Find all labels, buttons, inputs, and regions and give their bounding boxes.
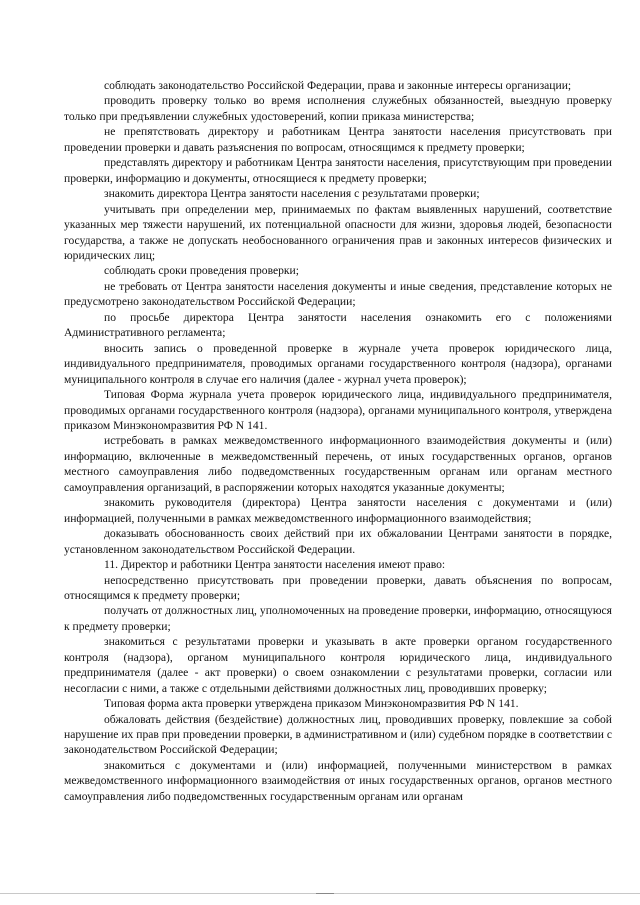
footer-mark — [316, 893, 334, 894]
paragraph: Типовая Форма журнала учета проверок юридического лица, индивидуального предпринимателя, проводимых органами государственного контроля (надзора), органами муниципального контроля, утверждена приказом Минэкономразвития РФ N 141. — [64, 388, 612, 432]
paragraph: доказывать обоснованность своих действий при их обжаловании Центрами занятости в порядке, установленном законодательством Российской Федерации. — [64, 527, 612, 556]
paragraph: знакомить директора Центра занятости населения с результатами проверки; — [104, 187, 480, 201]
paragraph: обжаловать действия (бездействие) должностных лиц, проводивших проверку, повлекшие за собой нарушение их прав при проведении проверки, в административном и (или) судебном порядке в соответствии с законодательством Российской Федерации; — [64, 712, 612, 757]
paragraph: знакомить руководителя (директора) Центра занятости населения с документами и (или) информацией, полученными в рамках межведомственного информационного взаимодействия; — [64, 496, 612, 525]
paragraph: по просьбе директора Центра занятости населения ознакомить его с положениями Административного регламента; — [64, 310, 612, 340]
paragraph: знакомиться с результатами проверки и указывать в акте проверки органом государственного контроля (надзора), органом муниципального контроля юридического лица, индивидуального предпринимателя (далее - акт проверки) о своем ознакомлении с результатами проверки, согласии или несогласии с ними, а также с отдельными действиями должностных лиц, проводивших проверку; — [64, 635, 612, 695]
paragraph: соблюдать сроки проведения проверки; — [104, 264, 299, 278]
paragraph: учитывать при определении мер, принимаемых по фактам выявленных нарушений, соответствие указанных мер тяжести нарушений, их потенциальной опасности для жизни, здоровья людей, безопасности государства, а также не допускать необоснованного ограничения прав и законных интересов физических и юридических лиц; — [64, 202, 612, 262]
paragraph: знакомиться с документами и (или) информацией, полученными министерством в рамках межведомственного информационного взаимодействия от иных государственных органов, органов местного самоуправления либо подведомственных государственным органам или органам — [64, 758, 612, 803]
paragraph: непосредственно присутствовать при проведении проверки, давать объяснения по вопросам, относящимся к предмету проверки; — [64, 573, 612, 602]
paragraph: получать от должностных лиц, уполномоченных на проведение проверки, информацию, относящуюся к предмету проверки; — [64, 604, 612, 633]
section-heading: 11. Директор и работники Центра занятости населения имеют право: — [104, 558, 446, 572]
paragraph: истребовать в рамках межведомственного информационного взаимодействия документы и (или) информацию, включенные в межведомственный перечень, от иных государственных органов, органов местного самоуправления либо подведомственных государственным органам или органам местного самоуправления организаций, в распоряжении которых находятся указанные документы; — [64, 434, 612, 494]
paragraph: проводить проверку только во время исполнения служебных обязанностей, выездную проверку только при предъявлении служебных удостоверений, копии приказа министерства; — [64, 94, 612, 123]
paragraph: соблюдать законодательство Российской Федерации, права и законные интересы организации; — [104, 79, 572, 92]
paragraph: не требовать от Центра занятости населения документы и иные сведения, представление которых не предусмотрено законодательством Российской Федерации; — [64, 279, 612, 309]
document-body — [64, 78, 612, 804]
paragraph: вносить запись о проведенной проверке в журнале учета проверок юридического лица, индивидуального предпринимателя, проводимых органами государственного контроля (надзора), органами муниципального контроля в случае его наличия (далее - журнал учета проверок); — [64, 341, 612, 386]
paragraph: представлять директору и работникам Центра занятости населения, присутствующим при проведении проверки, информацию и документы, относящиеся к предмету проверки; — [64, 156, 612, 185]
paragraph: не препятствовать директору и работникам Центра занятости населения присутствовать при проведении проверки и давать разъяснения по вопросам, относящимся к предмету проверки; — [64, 125, 612, 154]
paragraph: Типовая форма акта проверки утверждена приказом Минэкономразвития РФ N 141. — [104, 697, 519, 711]
